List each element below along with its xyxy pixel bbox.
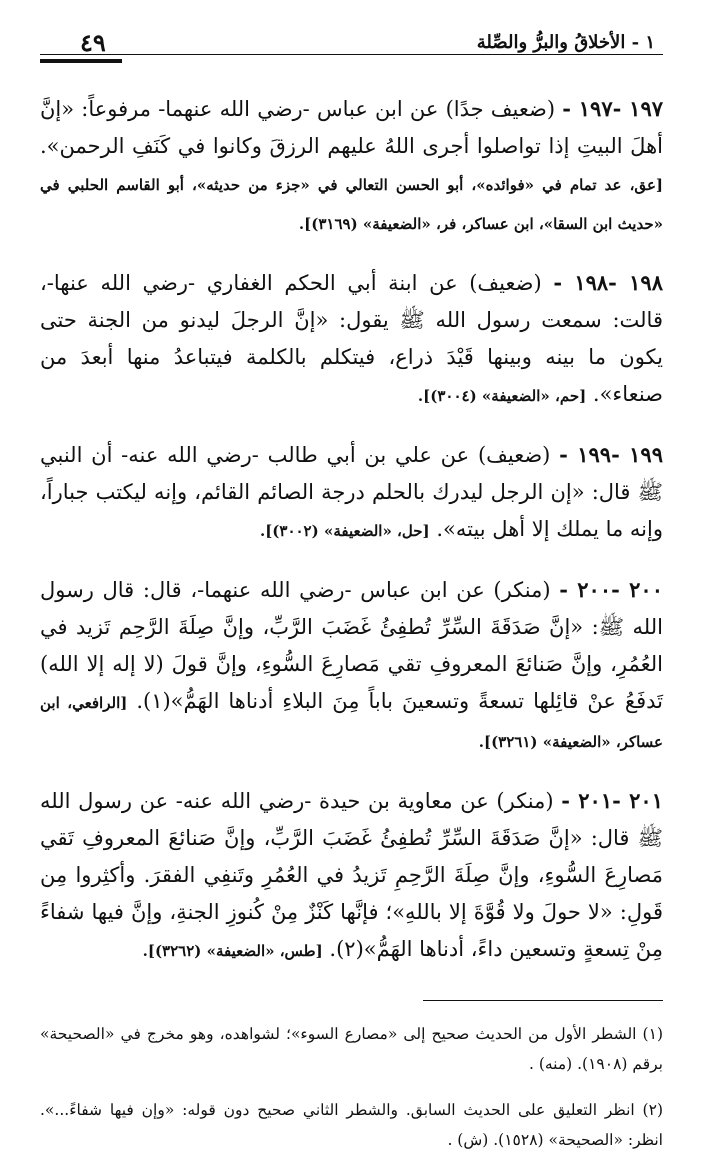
page-header: [40, 28, 663, 62]
page-number: ٤٩: [80, 28, 106, 57]
header-rule: [40, 54, 663, 55]
hadith-text: (ضعيف جدًا) عن ابن عباس -رضي الله عنهما- مرفوعاً: «إنَّ أهلَ البيتِ إذا تواصلوا أجرى اللهُ عليهم الرزقَ وكانوا في كَنَفِ الرحمن».: [40, 97, 663, 158]
hadith-source: [الرافعي، ابن عساكر، «الضعيفة» (٣٢٦١)].: [40, 694, 663, 751]
hadith-entry: [40, 436, 663, 550]
hadith-number: ٢٠٠ -٢٠٠ -: [559, 577, 663, 602]
hadith-number: ١٩٨ -١٩٨ -: [553, 270, 663, 295]
footnotes: [40, 1019, 663, 1155]
hadith-entry: [40, 90, 663, 243]
hadith-source: [عق، عد تمام في «فوائده»، أبو الحسن التعالي في «جزء من حديثه»، أبو القاسم الحلبي في «حديث ابن السقا»، ابن عساكر، فر، «الضعيفة» (٣١٦٩)].: [40, 176, 663, 233]
header-rule-thick: [40, 59, 122, 63]
hadith-text: (منكر) عن ابن عباس -رضي الله عنهما-، قال: قال رسول الله ﷺ: «إنَّ صَدَقَةَ السِّرِّ تُطفِئُ غَضَبَ الرَّبِّ، وإنَّ صِلَةَ الرَّحِم تَزيد في العُمُرِ، وإنَّ صَنائعَ المعروفِ تقي مَصارِعَ السُّوءِ، وإنَّ قولَ (لا إله إلا الله) تَدفَعُ عنْ قائِلها تسعةً وتسعينَ باباً مِنَ البلاءِ أدناها الهَمُّ»(١).: [40, 578, 663, 713]
hadith-source: [حل، «الضعيفة» (٣٠٠٢)].: [259, 522, 430, 540]
hadith-entry: [40, 264, 663, 415]
hadith-source: [طس، «الضعيفة» (٣٢٦٢)].: [142, 942, 323, 960]
chapter-title: ١ - الأخلاقُ والبرُّ والصِّلة: [476, 32, 655, 53]
hadith-number: ١٩٩ -١٩٩ -: [559, 442, 663, 467]
hadith-text: (منكر) عن معاوية بن حيدة -رضي الله عنه- عن رسول الله ﷺ قال: «إنَّ صَدَقَةَ السِّرِّ تُطفِئُ غَضَبَ الرَّبِّ، وإنَّ صَنائعَ المعروفِ تَقي مَصارِعَ السُّوءِ، وإنَّ صِلَةَ الرَّحِمِ تَزيدُ في العُمُرِ وتَنفِي الفقرَ. وأكثِروا مِن قَولِ: «لا حولَ ولا قُوَّةَ إلا باللهِ»؛ فإنَّها كَنْزٌ مِنْ كُنوزِ الجنةِ، وإنَّ فيها شفاءً مِنْ تِسعةٍ وتسعين داءً، أدناها الهَمُّ»(٢).: [40, 789, 663, 961]
hadith-source: [حم، «الضعيفة» (٣٠٠٤)].: [417, 387, 587, 405]
footnote: (٢) انظر التعليق على الحديث السابق. والشطر الثاني صحيح دون قوله: «وإن فيها شفاءً...». انظر: «الصحيحة» (١٥٢٨). (ش) .: [40, 1100, 663, 1149]
footnote: (١) الشطر الأول من الحديث صحيح إلى «مصارع السوء»؛ لشواهده، وهو مخرج في «الصحيحة» برقم (١٩٠٨). (منه) .: [40, 1025, 663, 1073]
hadith-number: ٢٠١ -٢٠١ -: [561, 788, 663, 813]
hadith-number: ١٩٧ -١٩٧ -: [562, 96, 664, 121]
hadith-text: (ضعيف) عن علي بن أبي طالب -رضي الله عنه- أن النبي ﷺ قال: «إن الرجل ليدرك بالحلم درجة الصائم القائم، وإنه ليكتب جباراً، وإنه ما يملك إلا أهل بيته».: [40, 443, 663, 541]
hadith-text: (ضعيف) عن ابنة أبي الحكم الغفاري -رضي الله عنها-، قالت: سمعت رسول الله ﷺ يقول: «إنَّ الرجلَ ليدنو من الجنة حتى يكون ما بينه وبينها قَيْدَ ذراع، فيتكلم بالكلمة فيتباعدُ منها أبعدَ من صنعاء».: [40, 271, 663, 406]
footnote-separator: [423, 1000, 663, 1001]
hadith-entry: [40, 571, 663, 761]
hadith-entry: [40, 782, 663, 970]
page-body: [40, 90, 663, 1155]
